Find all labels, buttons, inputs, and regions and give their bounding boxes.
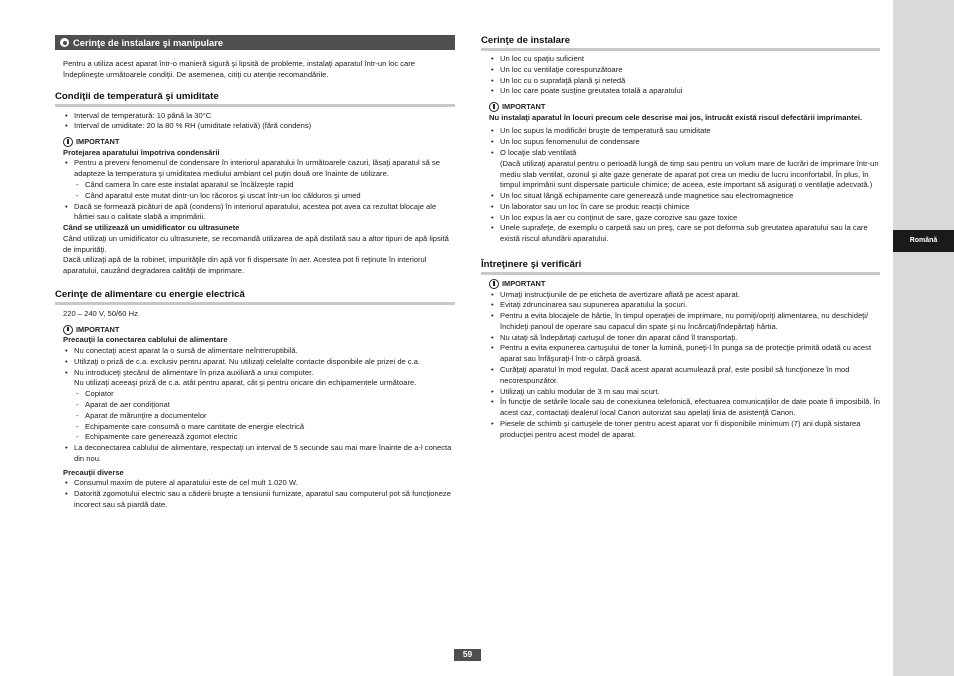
list-item: - Echipamente care generează zgomot electric [74,432,455,443]
list-item: • Nu uitaţi să îndepărtaţi cartuşul de toner din aparat când îl transportaţi. [489,333,880,344]
list-item: - Echipamente care consumă o mare cantitate de energie electrică [74,422,455,433]
language-tab[interactable]: Română [893,230,954,252]
important-label [63,137,455,148]
important-icon [63,137,73,147]
gear-icon [60,38,69,47]
list-item: • Utilizaţi o priză de c.a. exclusiv pentru aparat. Nu utilizaţi celelalte contacte disponibile ale prizei de c.a. [63,357,455,368]
list-item: • Un loc cu o suprafaţă plană şi netedă [489,76,880,87]
list-item: - Copiator [74,389,455,400]
important-label [489,102,880,113]
list-item: • Utilizaţi un cablu modular de 3 m sau mai scurt. [489,387,880,398]
important-label [63,325,455,336]
temp-section-title: Condiţii de temperatură şi umiditate [55,91,455,107]
power-section-title: Cerinţe de alimentare cu energie electrică [55,289,455,305]
subheading: Precauţii la conectarea cablului de alimentare [63,335,228,345]
humidifier-text-2: Dacă utilizaţi apă de la robinet, impurităţile din apă vor fi dispersate în aer. Acestea pot fi reţinute în interiorul aparatului, cauzând degradarea calităţii de imprimare. [63,255,427,276]
list-item: - Când camera în care este instalat aparatul se încălzeşte rapid [74,180,455,191]
important-text: IMPORTANT [502,102,546,112]
list-item: • În funcţie de setările locale sau de conexiunea telefonică, efectuarea comunicaţiilor de date poate fi imposibilă. În acest caz, contactaţi dealerul local Canon autorizat sau apelaţi linia de asistenţă Canon. [489,397,880,419]
list-item: • Curăţaţi aparatul în mod regulat. Dacă acest aparat acumulează praf, este posibil să funcţioneze în mod necorespunzător. [489,365,880,387]
list-item: - Aparat de aer condiţionat [74,400,455,411]
list-item-line: O locaţie slab ventilată [500,147,577,157]
avoid-list [489,126,880,245]
list-item-line: (Dacă utilizaţi aparatul pentru o perioadă lungă de timp sau pentru un volum mare de lucrări de imprimare într-un mediu slab ventilat, ozonul şi alte gaze generate de aparat pot crea un mediu de lucru inconfortabil. În plus, în timpul imprimării sunt dispersate particule chimice; de aceea, este important să asiguraţi o ventilaţie adecvată.) [500,158,879,190]
important-icon [489,102,499,112]
list-item: • Evitaţi zdruncinarea sau supunerea aparatului la şocuri. [489,300,880,311]
condensation-list-2 [63,202,455,224]
list-item [489,148,880,191]
maint-section-title: Întreţinere şi verificări [481,259,880,275]
list-item: • Pentru a evita blocajele de hârtie, în timpul operaţiei de imprimare, nu porniţi/opriţi alimentarea, nu deschideţi/închideţi panoul de operare sau capacul din spate şi nu încărcaţi/îndepărtaţi hârtia. [489,311,880,333]
humidifier-text-1: Când utilizaţi un umidificator cu ultrasunete, se recomandă utilizarea de apă distilată sau a altor tipuri de apă lipsită de impurităţi. [63,233,449,254]
list-item: • Un loc cu spaţiu suficient [489,54,880,65]
important-icon [489,279,499,289]
list-item: • Pentru a evita expunerea cartuşului de toner la lumină, puneţi-l în punga sa de protecţie primită odată cu acest aparat sau înfăşuraţi-l într-o cârpă groasă. [489,343,880,365]
sidebar [893,0,954,676]
important-text: IMPORTANT [76,137,120,147]
section-header-bar [55,35,455,50]
subheading: Protejarea aparatului împotriva condensării [63,147,220,157]
list-item: • La deconectarea cablului de alimentare, respectaţi un interval de 5 secunde sau mai mare înainte de a-l conecta din nou. [63,443,455,465]
voltage-text: 220 – 240 V, 50/60 Hz [63,308,138,318]
important-label [489,279,880,290]
list-item: • Nu conectaţi acest aparat la o sursă de alimentare neîntreruptibilă. [63,346,455,357]
list-item: • Interval de umiditate: 20 la 80 % RH (umiditate relativă) (fără condens) [63,121,455,132]
temp-list [63,111,455,133]
list-item: • Un loc expus la aer cu conţinut de sare, gaze corozive sau gaze toxice [489,213,880,224]
list-item: • Un loc care poate susţine greutatea totală a aparatului [489,86,880,97]
install-warning: Nu instalaţi aparatul în locuri precum cele descrise mai jos, întrucât există riscul defectării imprimantei. [489,112,863,122]
misc-list [63,478,455,510]
condensation-list [63,158,455,180]
subheading: Precauţii diverse [63,467,124,477]
power-list [63,346,455,389]
list-item: • Pentru a preveni fenomenul de condensare în interiorul aparatului în următoarele cazuri, lăsaţi aparatul să se adapteze la temperatura şi umiditatea mediului ambiant cel puţin două ore înainte de utilizare. [63,158,455,180]
subheading: Când se utilizează un umidificator cu ultrasunete [63,223,240,233]
important-text: IMPORTANT [76,324,120,334]
list-item: • Un loc supus fenomenului de condensare [489,137,880,148]
list-item: • Urmaţi instrucţiunile de pe eticheta de avertizare aflată pe acest aparat. [489,290,880,301]
install-list [489,54,880,97]
list-item-line: Nu introduceţi ştecărul de alimentare în priza auxiliară a unui computer. [74,367,314,377]
list-item: • Un loc supus la modificări bruşte de temperatură sau umiditate [489,126,880,137]
left-column [55,35,455,511]
intro-text: Pentru a utiliza acest aparat într-o manieră sigură şi lipsită de probleme, instalaţi aparatul într-un loc care îndeplineşte următoarele condiţii. De asemenea, citiţi cu atenţie recomandările. [63,59,416,79]
important-text: IMPORTANT [502,278,546,288]
list-item [63,368,455,390]
condensation-dash-list [74,180,455,202]
equipment-dash-list [74,389,455,443]
list-item: - Când aparatul este mutat dintr-un loc răcoros şi uscat într-un loc călduros şi umed [74,191,455,202]
page-number: 59 [454,649,481,661]
section-header-title: Cerinţe de instalare şi manipulare [73,36,224,48]
list-item: • Un loc situat lângă echipamente care generează unde magnetice sau electromagnetice [489,191,880,202]
list-item: • Unele suprafeţe, de exemplu o carpetă sau un preş, care se pot deforma sub greutatea aparatului sau la care există riscul afundării aparatului. [489,223,880,245]
list-item: • Dacă se formează picături de apă (condens) în interiorul aparatului, acestea pot avea ca rezultat blocaje ale hârtiei sau o calitate slabă a imprimării. [63,202,455,224]
maint-list [489,290,880,441]
list-item: • Interval de temperatură: 10 până la 30°C [63,111,455,122]
power-list-2 [63,443,455,465]
list-item-line: Nu utilizaţi aceeaşi priză de c.a. atât pentru aparat, cât şi pentru oricare din echipamentele următoare. [74,378,417,388]
list-item: • Datorită zgomotului electric sau a căderii bruşte a tensiunii furnizate, aparatul sau computerul pot să funcţioneze incorect sau să piardă date. [63,489,455,511]
list-item: • Un laborator sau un loc în care se produc reacţii chimice [489,202,880,213]
list-item: - Aparat de mărunţire a documentelor [74,411,455,422]
list-item: • Un loc cu ventilaţie corespunzătoare [489,65,880,76]
right-column [481,35,880,440]
list-item: • Consumul maxim de putere al aparatului este de cel mult 1.020 W. [63,478,455,489]
install-section-title: Cerinţe de instalare [481,35,880,51]
important-icon [63,325,73,335]
list-item: • Piesele de schimb şi cartuşele de toner pentru acest aparat vor fi disponibile minimum (7) ani după sistarea producţiei pentru acest model de aparat. [489,419,880,441]
